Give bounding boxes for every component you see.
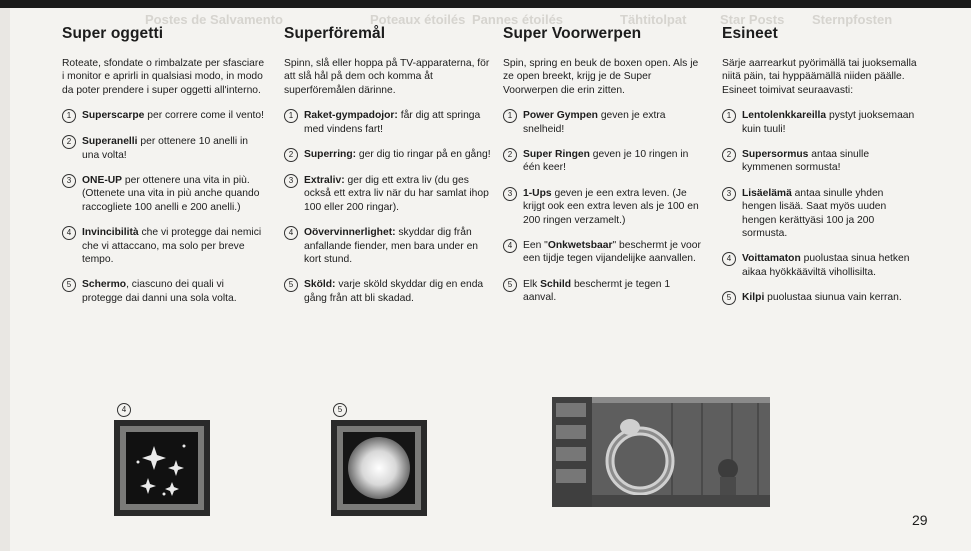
list-item [284, 226, 492, 266]
item-desc: pystyt juoksemaan kuin tuuli! [742, 110, 915, 135]
list-item [284, 148, 492, 162]
number-badge: 3 [62, 174, 76, 188]
ghost-heading: Star Posts [720, 12, 785, 27]
number-badge: 5 [503, 278, 517, 292]
list-item [284, 109, 492, 136]
column-swedish [284, 25, 492, 317]
item-name: Kilpi [742, 292, 765, 304]
item-desc: ger dig ett extra liv (du ges också ett extra liv när du har samlat ihop 100 eller 200 ringar). [304, 175, 489, 213]
item-desc: geven je 10 ringen in één keer! [523, 149, 689, 174]
item-name: Oövervinnerlighet: [304, 227, 396, 239]
item-name: Schermo [82, 279, 127, 291]
list-item [284, 278, 492, 305]
item-desc: " beschermt je voor een tijdje tegen vijandelijke aanvallen. [523, 240, 701, 265]
section-title: Esineet [722, 25, 778, 42]
item-prefix: Elk [523, 278, 541, 290]
item-name: Lentolenkkareilla [742, 110, 827, 122]
item-desc: geven je extra snelheid! [523, 110, 666, 135]
number-badge: 5 [62, 278, 76, 292]
list-item [503, 187, 703, 227]
intro-text: Särje aarrearkut pyörimällä tai juoksemalla niitä päin, tai hyppäämällä niiden päälle. Esineet toimivat seuraavasti: [722, 58, 917, 96]
shield-monitor-image [331, 420, 427, 516]
item-desc: per correre come il vento! [144, 110, 264, 122]
item-name: Extraliv: [304, 175, 345, 187]
game-screenshot-image [552, 397, 770, 507]
item-name: Supersormus [742, 149, 809, 161]
item-desc: , ciascuno dei quali vi protegge dai danni una sola volta. [82, 279, 237, 304]
item-desc: varje sköld skyddar dig en enda gång från att bli skadad. [304, 279, 484, 304]
ghost-heading: Sternpfosten [812, 12, 893, 27]
number-badge: 4 [722, 252, 736, 266]
item-name: ONE-UP [82, 175, 123, 187]
item-desc: får dig att springa med vindens fart! [304, 110, 481, 135]
list-item [722, 291, 918, 305]
number-badge: 2 [62, 135, 76, 149]
item-name: Voittamaton [742, 253, 801, 265]
list-item [62, 174, 267, 214]
item-name: Superring: [304, 149, 357, 161]
item-prefix: Een " [523, 240, 548, 252]
number-badge: 2 [284, 148, 298, 162]
list-item [62, 135, 267, 162]
invincibility-monitor-image [114, 420, 210, 516]
item-name: Sköld: [304, 279, 336, 291]
intro-text: Spin, spring en beuk de boxen open. Als je ze open breekt, krijg je de Super Voorwerpen die erin zitten. [503, 58, 699, 96]
item-name: Schild [540, 278, 572, 290]
item-desc: che vi protegge dai nemici che vi attaccano, ma solo per breve tempo. [82, 227, 262, 266]
number-badge: 2 [722, 148, 736, 162]
item-name: Lisäelämä [742, 187, 792, 199]
item-name: Superscarpe [82, 110, 145, 122]
number-badge: 5 [722, 291, 736, 305]
item-desc: geven je een extra leven. (Je krijgt ook een extra leven als je 100 en 200 ringen verzamelt.) [523, 187, 699, 226]
number-badge: 1 [284, 109, 298, 123]
item-desc: antaa sinulle kymmenen sormusta! [742, 149, 870, 174]
list-item [62, 278, 267, 305]
list-item [284, 174, 492, 214]
intro-text: Spinn, slå eller hoppa på TV-apparaterna, för att slå hål på dem och komma åt superföremålen därinne. [284, 58, 490, 96]
list-item [722, 252, 918, 279]
number-badge: 4 [62, 226, 76, 240]
number-badge: 4 [503, 239, 517, 253]
list-item [503, 239, 703, 266]
item-name: 1-Ups [523, 187, 552, 199]
list-item [503, 109, 703, 136]
item-name: Invincibilità [82, 227, 139, 239]
page-number: 29 [912, 512, 928, 528]
list-item [722, 187, 918, 241]
number-badge: 1 [62, 109, 76, 123]
column-italian [62, 25, 267, 317]
figure-label-shield: 5 [333, 403, 347, 417]
item-desc: skyddar dig från anfallande fiender, men bara under en kort stund. [304, 227, 479, 266]
number-badge: 2 [503, 148, 517, 162]
number-badge: 3 [503, 187, 517, 201]
ghost-heading: Pannes étoilés [472, 12, 564, 27]
list-item [722, 109, 918, 136]
item-desc: antaa sinulle yhden hengen lisää. Saat myös uuden hengen kerättyäsi 100 ja 200 sormusta. [742, 187, 887, 240]
intro-text: Roteate, sfondate o rimbalzate per sfasciare i monitor e aprirli in qualsiasi modo, in modo da poter prendere i super oggetti all'interno. [62, 58, 265, 96]
list-item [62, 109, 267, 123]
item-name: Superanelli [82, 136, 138, 148]
list-item [722, 148, 918, 175]
column-dutch [503, 25, 703, 317]
item-desc: per ottenere una vita in più. (Ottenete una vita in più anche quando raccogliete 100 anelli e 200 anelli.) [82, 175, 260, 213]
number-badge: 1 [722, 109, 736, 123]
item-name: Raket-gympadojor: [304, 110, 398, 122]
item-name: Super Ringen [523, 149, 590, 161]
section-title: Super Voorwerpen [503, 25, 642, 42]
number-badge: 5 [284, 278, 298, 292]
ghost-heading: Poteaux étoilés [370, 12, 466, 27]
column-finnish [722, 25, 918, 317]
figure-label-invincibility: 4 [117, 403, 131, 417]
item-desc: puolustaa siunua vain kerran. [764, 292, 902, 304]
item-desc: puolustaa sinua hetken aikaa hyökkääviltä vihollisilta. [742, 253, 910, 278]
item-desc: per ottenere 10 anelli in una volta! [82, 136, 248, 161]
list-item [503, 148, 703, 175]
number-badge: 4 [284, 226, 298, 240]
list-item [62, 226, 267, 266]
number-badge: 3 [284, 174, 298, 188]
item-desc: beschermt je tegen 1 aanval. [523, 278, 671, 304]
ghost-heading: Postes de Salvamento [145, 12, 283, 27]
item-name: Onkwetsbaar [547, 240, 613, 252]
top-edge [0, 0, 971, 8]
list-item [503, 278, 703, 305]
number-badge: 3 [722, 187, 736, 201]
section-title: Super oggetti [62, 25, 164, 42]
item-desc: ger dig tio ringar på en gång! [356, 149, 491, 161]
page-edge-shadow [0, 8, 10, 551]
section-title: Superföremål [284, 25, 386, 42]
ghost-heading: Tähtitolpat [620, 12, 687, 27]
number-badge: 1 [503, 109, 517, 123]
item-name: Power Gympen [523, 110, 598, 122]
